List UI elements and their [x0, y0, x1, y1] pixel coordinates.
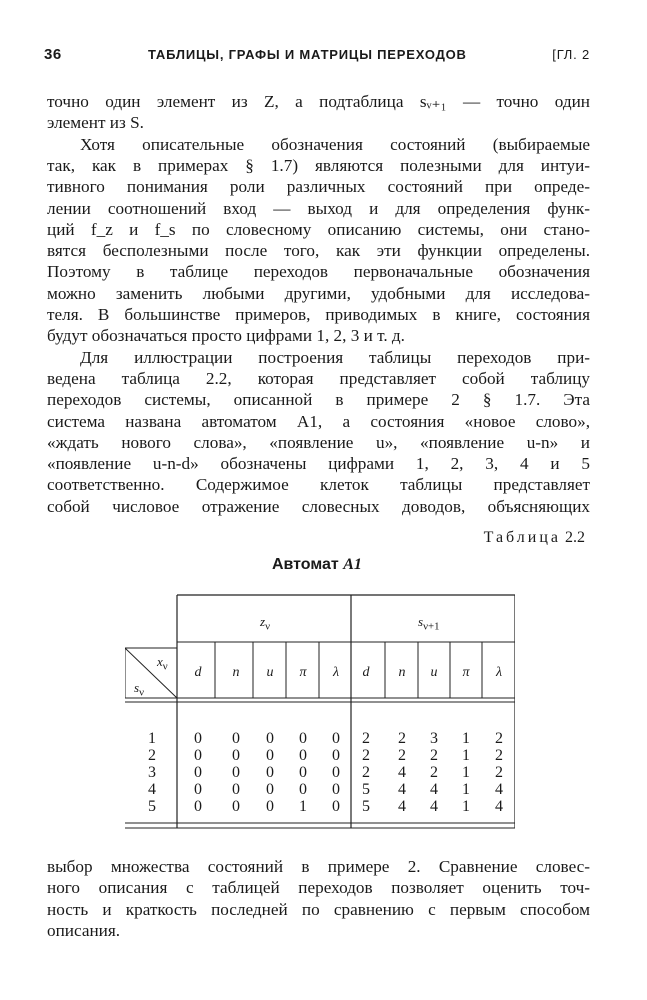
text-line: точно один элемент из Z, а подтаблица sᵥ₊₁ — точно один — [47, 92, 590, 111]
table-column — [425, 730, 443, 815]
input-header-cell: λ — [332, 665, 340, 680]
text-line: элемент из S. — [47, 113, 144, 133]
table-cell: 4 — [495, 798, 503, 815]
table-cell: 0 — [232, 781, 240, 798]
corner-s-label — [134, 680, 144, 699]
table-cell: 0 — [332, 781, 340, 798]
text-line: вятся бесполезными после того, как эти функции определены. — [47, 241, 590, 261]
table-cell: 0 — [194, 781, 202, 798]
table-column — [294, 730, 312, 815]
table-cell: 0 — [266, 764, 274, 781]
input-header-cell: d — [194, 665, 202, 680]
table-cell: 0 — [299, 764, 307, 781]
table-cell: 5 — [148, 798, 156, 815]
text-line: ведена таблица 2.2, которая представляет собой таблицу — [47, 368, 590, 388]
table-column — [261, 730, 279, 815]
text-line: можно заменить любыми другими, удобными для исследова- — [47, 283, 590, 303]
table-cell: 2 — [430, 747, 438, 764]
table-cell: 0 — [332, 798, 340, 815]
table-column — [490, 730, 508, 815]
corner-x-letter: x — [157, 654, 163, 669]
table-cell: 1 — [299, 798, 307, 815]
text-line: «появление u-n-d» обозначены цифрами 1, 2, 3, 4 и 5 — [47, 454, 590, 474]
table-cell: 0 — [194, 798, 202, 815]
table-cell: 2 — [148, 747, 156, 764]
table-cell: 4 — [430, 798, 438, 815]
table-cell: 1 — [462, 730, 470, 747]
table-cell: 1 — [462, 781, 470, 798]
table-cell: 3 — [148, 764, 156, 781]
text-line: переходов системы, описанной в примере 2 § 1.7. Эта — [47, 390, 590, 410]
text-line: Для иллюстрации построения таблицы переходов при- — [80, 347, 590, 367]
input-header-cell: λ — [495, 665, 503, 680]
input-header-cell: u — [266, 665, 274, 680]
table-title — [272, 556, 362, 574]
text-line: теля. В большинстве примеров, приводимых в книге, состояния — [47, 305, 590, 324]
table-cell: 0 — [299, 730, 307, 747]
group-z-letter: z — [260, 614, 266, 629]
text-line: собой числовое отражение словесных доводов, объясняющих — [47, 496, 590, 516]
text-line: тивного понимания роли различных состояний при опреде- — [47, 177, 590, 197]
caption-word: Таблица — [483, 529, 561, 546]
text-line: Хотя описательные обозначения состояний (выбираемые — [80, 134, 590, 154]
page-header — [44, 46, 590, 68]
text-line: ного описания с таблицей переходов позволяет оценить точ- — [47, 878, 590, 898]
corner-s-sub: ν — [139, 686, 144, 699]
running-title: ТАБЛИЦЫ, ГРАФЫ И МАТРИЦЫ ПЕРЕХОДОВ — [148, 47, 467, 62]
table-cell: 0 — [232, 747, 240, 764]
text-line: Поэтому в таблице переходов первоначальные обозначения — [47, 262, 590, 282]
table-cell: 0 — [232, 798, 240, 815]
table-cell: 3 — [430, 730, 438, 747]
title-prefix: Автомат — [272, 556, 339, 573]
input-header-cell: d — [362, 665, 370, 680]
text-line: будут обозначаться просто цифрами 1, 2, 3 и т. д. — [47, 326, 405, 346]
table-cell: 0 — [194, 730, 202, 747]
text-line: «ждать нового слова», «появление u», «появление u-n» и — [47, 432, 590, 452]
table-cell: 0 — [232, 764, 240, 781]
table-cell: 2 — [495, 764, 503, 781]
table-cell: 0 — [299, 747, 307, 764]
table-cell: 2 — [398, 747, 406, 764]
table-cell: 4 — [398, 781, 406, 798]
table-cell: 2 — [362, 764, 370, 781]
table-cell: 2 — [495, 747, 503, 764]
table-cell: 4 — [430, 781, 438, 798]
table-cell: 5 — [362, 798, 370, 815]
table-cell: 2 — [495, 730, 503, 747]
table-cell: 0 — [194, 747, 202, 764]
table-column — [227, 730, 245, 815]
caption-number: 2.2 — [565, 529, 585, 546]
table-column — [393, 730, 411, 815]
corner-s-letter: s — [134, 680, 140, 695]
group-s-sub: ν+1 — [423, 620, 440, 633]
table-cell: 1 — [462, 764, 470, 781]
table-cell: 5 — [362, 781, 370, 798]
text-line: система названа автоматом A1, а состояния «новое слово», — [47, 411, 590, 431]
table-cell: 4 — [148, 781, 156, 798]
table-cell: 1 — [462, 747, 470, 764]
input-header-cell: u — [430, 665, 438, 680]
corner-x-label — [157, 654, 168, 673]
table-cell: 0 — [266, 747, 274, 764]
text-line: лении соотношений вход — выход и для определения функ- — [47, 198, 590, 218]
table-column — [143, 730, 161, 815]
table-cell: 2 — [430, 764, 438, 781]
table-cell: 1 — [462, 798, 470, 815]
table-cell: 0 — [232, 730, 240, 747]
table-cell: 4 — [495, 781, 503, 798]
table-cell: 2 — [398, 730, 406, 747]
table-cell: 4 — [398, 798, 406, 815]
chapter-ref: [ГЛ. 2 — [552, 47, 590, 62]
input-header-cell: n — [232, 665, 240, 680]
input-header-cell: π — [299, 665, 307, 680]
group-z-header — [260, 614, 270, 633]
table-column — [327, 730, 345, 815]
table-column — [457, 730, 475, 815]
table-cell: 0 — [332, 747, 340, 764]
table-cell: 0 — [266, 730, 274, 747]
text-line: выбор множества состояний в примере 2. Сравнение словес- — [47, 857, 590, 876]
input-header-cell: n — [398, 665, 406, 680]
text-line: ность и краткость последней по сравнению с первым способом — [47, 899, 590, 919]
table-cell: 0 — [299, 781, 307, 798]
title-name: A1 — [343, 556, 362, 573]
table-cell: 0 — [266, 781, 274, 798]
group-s-header — [418, 614, 439, 633]
text-line: так, как в примерах § 1.7) являются полезными для интуи- — [47, 155, 590, 175]
table-cell: 2 — [362, 747, 370, 764]
text-line: описания. — [47, 920, 121, 940]
table-cell: 0 — [266, 798, 274, 815]
table-column — [189, 730, 207, 815]
group-s-letter: s — [418, 614, 424, 629]
text-line: ций f_z и f_s по словесному описанию системы, они стано- — [47, 219, 590, 239]
table-cell: 0 — [332, 730, 340, 747]
page-number: 36 — [44, 46, 62, 63]
table-cell: 4 — [398, 764, 406, 781]
text-line: соответственно. Содержимое клеток таблицы представляет — [47, 475, 590, 495]
input-header-cell: π — [462, 665, 470, 680]
table-cell: 2 — [362, 730, 370, 747]
table-cell: 0 — [332, 764, 340, 781]
table-cell: 0 — [194, 764, 202, 781]
table-caption — [484, 529, 585, 547]
group-z-sub: ν — [265, 620, 270, 633]
table-column — [357, 730, 375, 815]
table-cell: 1 — [148, 730, 156, 747]
corner-x-sub: ν — [162, 660, 168, 673]
